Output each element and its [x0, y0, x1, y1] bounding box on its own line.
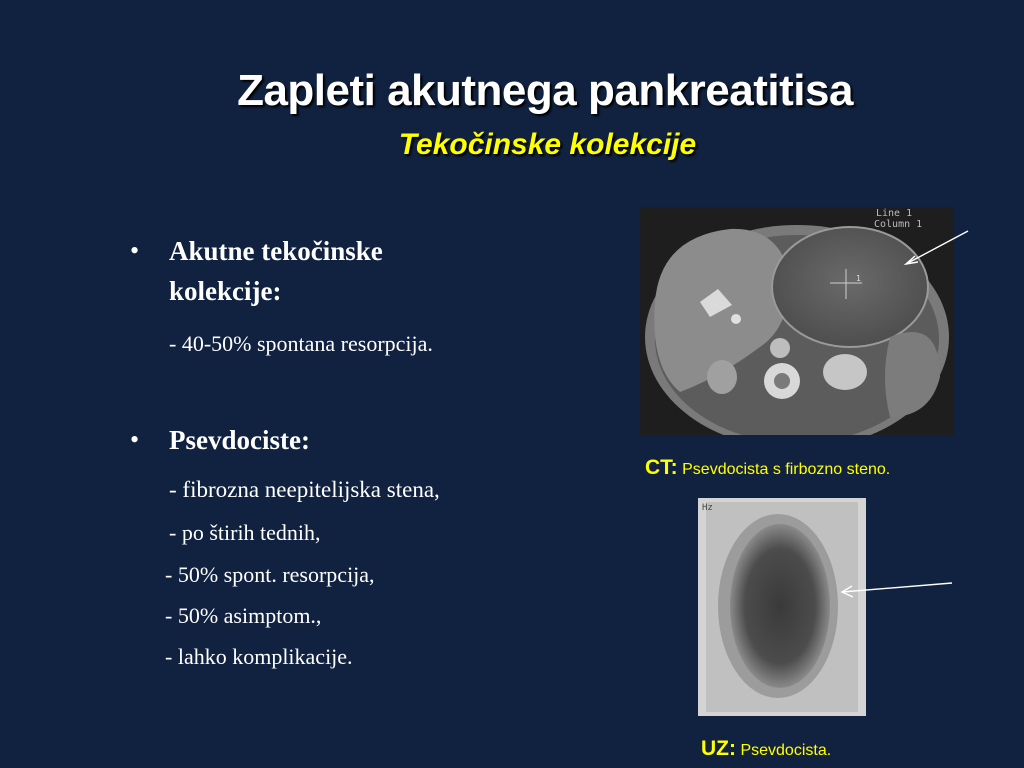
- ct-overlay-column: Column 1: [874, 219, 923, 230]
- us-caption-text: Psevdocista.: [740, 742, 832, 759]
- bullet-subitem: - 50% asimptom.,: [165, 603, 322, 628]
- ct-caption-label: CT:: [645, 456, 678, 479]
- bullet-subitem: - po štirih tednih,: [169, 520, 321, 545]
- ct-arrow-icon: [906, 231, 968, 264]
- ct-arrowhead-icon: [906, 256, 918, 264]
- slide-subtitle: Tekočinske kolekcije: [398, 128, 697, 161]
- ultrasound-overlay: Hz: [702, 503, 713, 513]
- ct-caption-text: Psevdocista s firbozno steno.: [682, 461, 891, 478]
- ct-overlay-line: Line 1: [876, 208, 913, 219]
- us-arrow-icon: [842, 583, 952, 592]
- ct-roi-marker: 1: [856, 274, 861, 283]
- bullet-subitem: - 50% spont. resorpcija,: [165, 562, 375, 587]
- us-caption-label: UZ:: [701, 737, 736, 760]
- bullet-subitem: - 40-50% spontana resorpcija.: [169, 331, 433, 356]
- bullet-heading-line: Akutne tekočinske: [169, 236, 383, 266]
- bullet-marker: •: [130, 425, 140, 454]
- bullet-heading-pseudocyst: Psevdociste:: [169, 425, 310, 455]
- bullet-marker: •: [130, 236, 140, 265]
- slide-title: Zapleti akutnega pankreatitisa: [237, 66, 853, 115]
- bullet-heading-line: kolekcije:: [169, 276, 282, 306]
- bullet-subitem: - fibrozna neepitelijska stena,: [169, 477, 440, 502]
- bullet-subitem: - lahko komplikacije.: [165, 644, 353, 669]
